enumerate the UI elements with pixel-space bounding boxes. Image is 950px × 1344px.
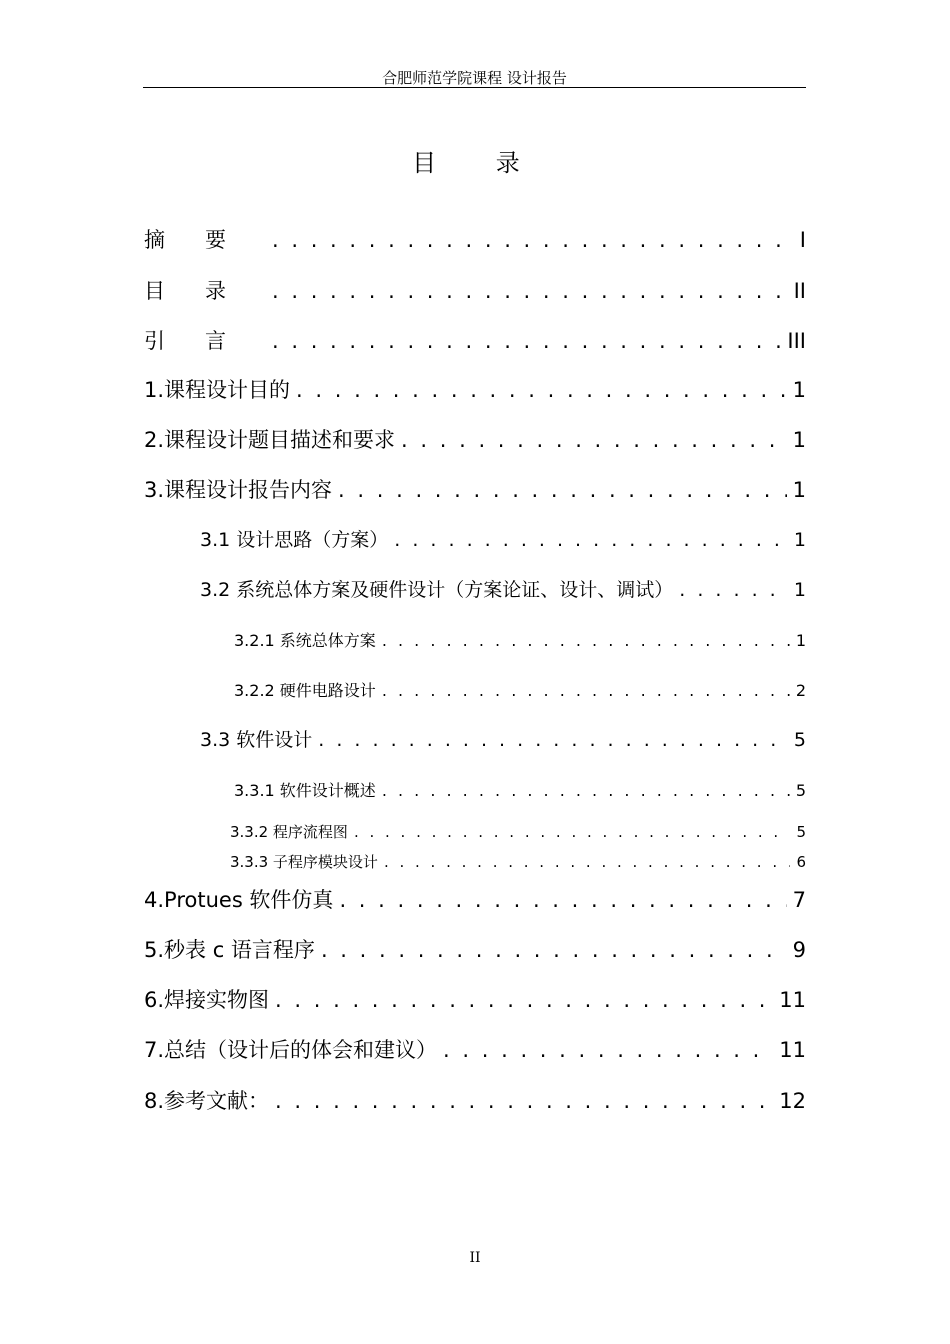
toc-leader-dots <box>275 986 773 1014</box>
header-rule <box>143 87 806 88</box>
toc-leader-dots <box>354 822 791 842</box>
toc-entry-label: 引言 <box>144 329 266 353</box>
toc-entry-page: 11 <box>779 1038 806 1062</box>
toc-leader-dots <box>384 852 791 872</box>
toc-entry-3-1[interactable] <box>200 527 806 553</box>
toc-entry-1[interactable] <box>144 376 806 404</box>
toc-entry-label: 3.3.2 程序流程图 <box>230 823 348 841</box>
toc-leader-dots <box>382 780 790 802</box>
toc-entry-7[interactable] <box>144 1036 806 1064</box>
toc-entry-page: III <box>787 329 806 353</box>
toc-entry-page: 5 <box>793 729 806 751</box>
toc-entry-5[interactable] <box>144 936 806 964</box>
toc-entry-label: 8.参考文献： <box>144 1089 270 1113</box>
toc-leader-dots <box>339 886 786 914</box>
toc-entry-3-2-1[interactable] <box>234 630 806 652</box>
toc-entry-page: 5 <box>796 823 806 841</box>
toc-entry-label: 3.2.1 系统总体方案 <box>234 631 376 650</box>
toc-entry-label: 摘要 <box>144 228 266 252</box>
toc-leader-dots <box>443 1036 773 1064</box>
toc-entry-page: 2 <box>795 681 806 700</box>
toc-entry-page: 1 <box>793 579 806 601</box>
toc-leader-dots <box>382 630 790 652</box>
toc-entry-page: 1 <box>792 428 806 452</box>
toc-entry-label: 1.课程设计目的 <box>144 378 291 402</box>
toc-leader-dots <box>394 527 788 553</box>
toc-entry-page: 11 <box>779 988 806 1012</box>
toc-entry-6[interactable] <box>144 986 806 1014</box>
toc-leader-dots <box>401 426 787 454</box>
toc-entry-3-2-2[interactable] <box>234 680 806 702</box>
toc-entry-page: 1 <box>795 631 806 650</box>
page-header: 合肥师范学院课程 设计报告 <box>382 69 567 87</box>
toc-entry-page: 9 <box>792 938 806 962</box>
toc-entry-3-3-1[interactable] <box>234 780 806 802</box>
toc-title: 目 录 <box>412 149 546 177</box>
toc-entry-label: 7.总结（设计后的体会和建议） <box>144 1038 438 1062</box>
toc-entry-page: 1 <box>792 378 806 402</box>
toc-entry-label: 3.3.1 软件设计概述 <box>234 781 376 800</box>
toc-entry-3-2[interactable] <box>200 577 806 603</box>
toc-entry-8[interactable] <box>144 1087 806 1115</box>
toc-entry-2[interactable] <box>144 426 806 454</box>
toc-entry-label: 3.2.2 硬件电路设计 <box>234 681 376 700</box>
toc-entry-page: 1 <box>792 478 806 502</box>
toc-entry-page: 12 <box>779 1089 806 1113</box>
toc-leader-dots <box>321 936 787 964</box>
toc-entry-label: 3.1 设计思路（方案） <box>200 529 389 551</box>
toc-entry-page: I <box>799 228 806 252</box>
toc-leader-dots <box>275 1087 773 1115</box>
toc-entry-label: 2.课程设计题目描述和要求 <box>144 428 396 452</box>
toc-entry-label: 目录 <box>144 279 266 303</box>
toc-entry-page: 1 <box>793 529 806 551</box>
toc-entry-label: 3.课程设计报告内容 <box>144 478 333 502</box>
toc-leader-dots <box>338 476 787 504</box>
toc-entry-page: 7 <box>792 888 806 912</box>
toc-entry-3-3[interactable] <box>200 727 806 753</box>
toc-entry-3-3-3[interactable] <box>230 852 806 872</box>
toc-entry-3-3-2[interactable] <box>230 822 806 842</box>
toc-entry-page: II <box>793 279 806 303</box>
toc-entry-introduction[interactable] <box>144 327 806 355</box>
toc-entry-4[interactable] <box>144 886 806 914</box>
toc-leader-dots <box>382 680 790 702</box>
toc-entry-contents[interactable] <box>144 277 806 305</box>
toc-entry-label: 3.3.3 子程序模块设计 <box>230 853 378 871</box>
toc-leader-dots <box>272 327 781 355</box>
toc-leader-dots <box>318 727 788 753</box>
toc-leader-dots <box>272 277 788 305</box>
footer-page-number: II <box>469 1250 481 1266</box>
toc-entry-label: 6.焊接实物图 <box>144 988 270 1012</box>
toc-leader-dots <box>272 226 794 254</box>
toc-entry-abstract[interactable] <box>144 226 806 254</box>
toc-entry-label: 4.Protues 软件仿真 <box>144 888 334 912</box>
toc-entry-3[interactable] <box>144 476 806 504</box>
toc-entry-page: 6 <box>796 853 806 871</box>
toc-entry-label: 5.秒表 c 语言程序 <box>144 938 315 962</box>
toc-leader-dots <box>296 376 787 404</box>
toc-leader-dots <box>679 577 788 603</box>
toc-entry-label: 3.3 软件设计 <box>200 729 313 751</box>
toc-entry-label: 3.2 系统总体方案及硬件设计（方案论证、设计、调试） <box>200 579 674 601</box>
toc-entry-page: 5 <box>795 781 806 800</box>
